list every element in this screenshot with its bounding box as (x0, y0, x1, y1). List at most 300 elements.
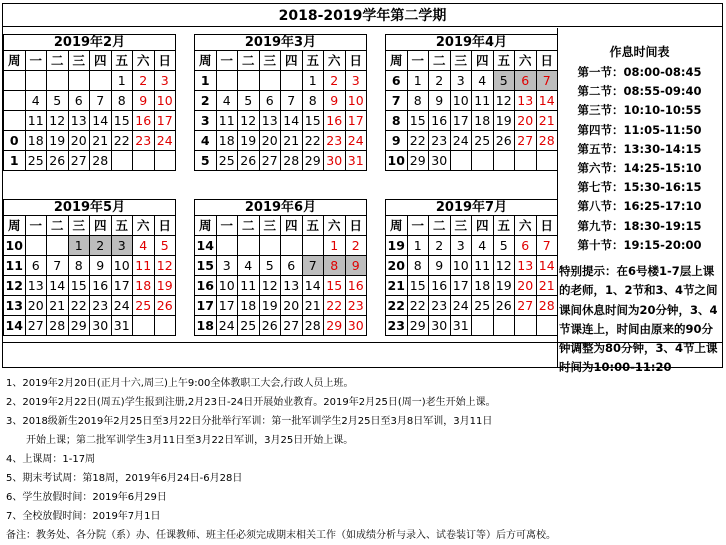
day-cell: 29 (302, 151, 324, 171)
day-cell (259, 236, 281, 256)
week-row (4, 111, 176, 131)
day-cell: 12 (493, 256, 515, 276)
week-number: 14 (4, 316, 26, 336)
week-number: 12 (4, 276, 26, 296)
month-title: 2019年5月 (3, 199, 176, 215)
day-cell: 9 (133, 91, 155, 111)
weekday-header: 日 (345, 216, 367, 236)
day-cell (472, 316, 494, 336)
day-cell: 6 (68, 91, 90, 111)
weekday-header: 四 (472, 51, 494, 71)
day-cell: 21 (281, 131, 303, 151)
day-cell: 11 (133, 256, 155, 276)
weekday-header: 五 (493, 51, 515, 71)
day-cell: 16 (133, 111, 155, 131)
week-row (195, 276, 367, 296)
week-number: 22 (386, 296, 408, 316)
schedule-line: 第一节：08:00-08:45 (577, 65, 702, 79)
weekday-header: 六 (133, 216, 155, 236)
day-cell: 11 (25, 111, 47, 131)
day-cell: 11 (216, 111, 238, 131)
day-cell (536, 151, 558, 171)
weekday-header: 周 (4, 216, 26, 236)
day-cell: 7 (536, 236, 558, 256)
day-cell: 27 (25, 316, 47, 336)
day-cell: 29 (407, 316, 429, 336)
weekday-header: 二 (47, 51, 69, 71)
day-cell: 30 (90, 316, 112, 336)
day-cell (493, 316, 515, 336)
weekday-header: 四 (90, 51, 112, 71)
day-cell: 10 (450, 256, 472, 276)
notice-line: 节课连上，时间由原来的90分 (559, 321, 714, 336)
day-cell: 4 (472, 236, 494, 256)
day-cell: 10 (216, 276, 238, 296)
day-cell: 15 (324, 276, 346, 296)
weekday-header: 一 (25, 216, 47, 236)
day-cell: 8 (111, 91, 133, 111)
week-row (386, 256, 558, 276)
month-calendar-jul (385, 199, 558, 336)
week-row (386, 316, 558, 336)
day-cell: 31 (111, 316, 133, 336)
day-cell: 29 (407, 151, 429, 171)
day-cell: 27 (68, 151, 90, 171)
day-cell: 25 (216, 151, 238, 171)
day-cell: 14 (536, 91, 558, 111)
schedule-line: 第三节：10:10-10:55 (577, 103, 702, 118)
day-cell (472, 151, 494, 171)
day-cell: 27 (515, 131, 537, 151)
weekday-header: 六 (324, 216, 346, 236)
day-cell: 2 (133, 71, 155, 91)
note-item: 6、学生放假时间：2019年6月29日 (6, 492, 167, 503)
day-cell: 14 (281, 111, 303, 131)
weekday-header: 六 (324, 51, 346, 71)
day-cell: 10 (154, 91, 176, 111)
day-cell: 5 (493, 71, 515, 91)
day-cell: 8 (407, 256, 429, 276)
week-row (195, 71, 367, 91)
week-row (4, 296, 176, 316)
day-cell: 22 (68, 296, 90, 316)
day-cell: 20 (25, 296, 47, 316)
week-number: 5 (195, 151, 217, 171)
weekday-header: 二 (238, 216, 260, 236)
day-cell: 9 (90, 256, 112, 276)
day-cell (216, 71, 238, 91)
week-number: 18 (195, 316, 217, 336)
day-cell: 4 (216, 91, 238, 111)
day-cell: 25 (238, 316, 260, 336)
day-cell: 18 (216, 131, 238, 151)
day-cell (133, 316, 155, 336)
week-row (4, 256, 176, 276)
day-cell (281, 236, 303, 256)
day-cell (25, 236, 47, 256)
weekday-header: 四 (281, 216, 303, 236)
note-item: 备注：教务处、各分院（系）办、任课教师、班主任必须完成期末相关工作（如成绩分析与录入、试卷装订等）后方可离校。 (6, 530, 556, 541)
day-cell: 10 (111, 256, 133, 276)
week-number: 15 (195, 256, 217, 276)
day-cell: 16 (345, 276, 367, 296)
day-cell: 13 (515, 256, 537, 276)
weekday-header: 四 (472, 216, 494, 236)
day-cell: 24 (345, 131, 367, 151)
day-cell: 3 (345, 71, 367, 91)
day-cell: 22 (407, 296, 429, 316)
schedule-title: 作息时间表 (609, 45, 670, 59)
day-cell: 1 (111, 71, 133, 91)
week-row (4, 151, 176, 171)
day-cell: 8 (407, 91, 429, 111)
day-cell: 3 (216, 256, 238, 276)
day-cell: 28 (90, 151, 112, 171)
day-cell: 23 (133, 131, 155, 151)
day-cell: 3 (450, 71, 472, 91)
week-row (386, 131, 558, 151)
day-cell: 26 (493, 131, 515, 151)
day-cell: 7 (302, 256, 324, 276)
day-cell: 26 (238, 151, 260, 171)
day-cell: 4 (25, 91, 47, 111)
day-cell: 17 (450, 111, 472, 131)
day-cell (154, 151, 176, 171)
day-cell: 9 (324, 91, 346, 111)
week-number: 17 (195, 296, 217, 316)
day-cell: 31 (345, 151, 367, 171)
week-number: 21 (386, 276, 408, 296)
day-cell: 15 (68, 276, 90, 296)
day-cell: 5 (154, 236, 176, 256)
weekday-header: 日 (345, 51, 367, 71)
week-row (386, 296, 558, 316)
day-cell (515, 316, 537, 336)
day-cell: 22 (407, 131, 429, 151)
schedule-line: 第九节：18:30-19:15 (577, 218, 702, 233)
day-cell: 16 (90, 276, 112, 296)
weekday-header: 一 (25, 51, 47, 71)
day-cell: 25 (25, 151, 47, 171)
weekday-header: 一 (216, 51, 238, 71)
day-cell (47, 236, 69, 256)
week-row (4, 131, 176, 151)
notes-section (6, 374, 721, 545)
day-cell: 21 (90, 131, 112, 151)
day-cell (111, 151, 133, 171)
day-cell: 14 (536, 256, 558, 276)
day-cell: 5 (47, 91, 69, 111)
day-cell: 11 (472, 256, 494, 276)
day-cell: 3 (450, 236, 472, 256)
day-cell: 8 (68, 256, 90, 276)
weekday-header: 日 (536, 216, 558, 236)
day-cell (536, 316, 558, 336)
day-cell: 7 (90, 91, 112, 111)
day-cell: 18 (472, 276, 494, 296)
month-title: 2019年4月 (385, 34, 558, 50)
day-cell: 30 (345, 316, 367, 336)
day-cell: 9 (345, 256, 367, 276)
day-cell: 28 (536, 131, 558, 151)
day-cell: 9 (429, 91, 451, 111)
day-cell: 6 (25, 256, 47, 276)
month-calendar-feb (3, 34, 176, 171)
day-cell: 14 (302, 276, 324, 296)
week-number: 16 (195, 276, 217, 296)
weekday-header: 五 (302, 216, 324, 236)
day-cell: 30 (429, 151, 451, 171)
day-cell: 23 (324, 131, 346, 151)
day-cell: 18 (238, 296, 260, 316)
day-cell: 22 (302, 131, 324, 151)
weekday-header: 一 (407, 51, 429, 71)
day-cell: 14 (90, 111, 112, 131)
week-number: 2 (195, 91, 217, 111)
day-cell: 16 (429, 111, 451, 131)
day-cell: 23 (345, 296, 367, 316)
day-cell: 13 (515, 91, 537, 111)
day-cell: 31 (450, 316, 472, 336)
month-calendar-may (3, 199, 176, 336)
schedule-line: 第二节：08:55-09:40 (577, 84, 702, 99)
notice-line: 的老师，1、2节和3、4节之间 (559, 283, 718, 298)
day-cell: 12 (259, 276, 281, 296)
day-cell (450, 151, 472, 171)
day-cell: 8 (302, 91, 324, 111)
schedule-line: 第七节：15:30-16:15 (577, 180, 702, 195)
week-row (195, 296, 367, 316)
day-cell: 23 (429, 131, 451, 151)
day-cell: 23 (90, 296, 112, 316)
day-cell: 25 (133, 296, 155, 316)
day-cell: 2 (429, 71, 451, 91)
day-cell: 12 (493, 91, 515, 111)
day-cell: 6 (281, 256, 303, 276)
week-number: 7 (386, 91, 408, 111)
special-notice (559, 262, 723, 378)
day-cell: 16 (429, 276, 451, 296)
day-cell: 24 (154, 131, 176, 151)
day-cell: 24 (450, 131, 472, 151)
week-row (4, 91, 176, 111)
week-number (4, 71, 26, 91)
day-cell: 26 (259, 316, 281, 336)
day-cell: 22 (324, 296, 346, 316)
week-row (195, 91, 367, 111)
day-cell: 15 (111, 111, 133, 131)
day-cell (47, 71, 69, 91)
day-cell: 6 (515, 71, 537, 91)
notice-line: 钟调整为80分钟，3、4节上课 (559, 341, 718, 356)
day-cell: 21 (536, 276, 558, 296)
note-item: 7、全校放假时间：2019年7月1日 (6, 511, 161, 522)
month-title: 2019年6月 (194, 199, 367, 215)
month-calendar-mar (194, 34, 367, 171)
day-cell (154, 316, 176, 336)
weekday-header: 一 (407, 216, 429, 236)
day-cell: 20 (515, 111, 537, 131)
day-cell (90, 71, 112, 91)
day-cell: 19 (259, 296, 281, 316)
weekday-header: 周 (386, 216, 408, 236)
week-number (4, 91, 26, 111)
day-cell: 5 (493, 236, 515, 256)
month-calendar-jun (194, 199, 367, 336)
day-cell: 23 (429, 296, 451, 316)
day-cell: 18 (133, 276, 155, 296)
note-item: 2、2019年2月22日(周五)学生报到注册,2月23日-24日开展始业教育。2019年2月25日(周一)老生开始上课。 (6, 397, 496, 408)
weekday-header: 三 (68, 51, 90, 71)
day-cell: 16 (324, 111, 346, 131)
day-cell: 1 (407, 236, 429, 256)
day-cell: 15 (407, 111, 429, 131)
day-cell: 28 (302, 316, 324, 336)
day-cell: 4 (238, 256, 260, 276)
week-number: 19 (386, 236, 408, 256)
day-cell: 7 (47, 256, 69, 276)
day-cell: 30 (324, 151, 346, 171)
day-cell: 15 (302, 111, 324, 131)
schedule-line: 第六节：14:25-15:10 (577, 161, 702, 176)
day-cell: 25 (472, 131, 494, 151)
day-cell: 24 (450, 296, 472, 316)
week-row (386, 276, 558, 296)
day-cell: 17 (450, 276, 472, 296)
day-cell: 8 (324, 256, 346, 276)
week-number: 13 (4, 296, 26, 316)
day-cell: 5 (238, 91, 260, 111)
day-cell (515, 151, 537, 171)
day-cell: 4 (472, 71, 494, 91)
day-cell: 22 (111, 131, 133, 151)
day-cell: 15 (407, 276, 429, 296)
day-cell: 20 (281, 296, 303, 316)
weekday-header: 五 (111, 51, 133, 71)
day-cell: 19 (493, 111, 515, 131)
week-row (386, 71, 558, 91)
day-cell: 11 (238, 276, 260, 296)
weekday-header: 三 (259, 216, 281, 236)
week-row (195, 131, 367, 151)
note-item: 1、2019年2月20日(正月十六,周三)上午9:00全体教职工大会,行政人员上班。 (6, 378, 354, 389)
day-cell: 18 (25, 131, 47, 151)
notice-line: 特别提示：在6号楼1-7层上课 (559, 264, 715, 278)
week-number: 10 (386, 151, 408, 171)
day-cell (281, 71, 303, 91)
day-cell (259, 71, 281, 91)
day-cell: 7 (536, 71, 558, 91)
month-table (194, 215, 367, 336)
day-cell: 12 (154, 256, 176, 276)
day-cell (238, 236, 260, 256)
day-cell: 19 (238, 131, 260, 151)
note-item: 开始上课；第二批军训学生3月11日至3月22日军训，3月25日开始上课。 (26, 435, 354, 446)
day-cell: 2 (429, 236, 451, 256)
weekday-header: 四 (281, 51, 303, 71)
schedule-line: 第十节：19:15-20:00 (577, 237, 702, 252)
day-cell: 1 (302, 71, 324, 91)
week-number (4, 111, 26, 131)
day-cell: 4 (133, 236, 155, 256)
day-cell (216, 236, 238, 256)
day-cell: 27 (281, 316, 303, 336)
week-row (4, 276, 176, 296)
week-number: 1 (4, 151, 26, 171)
notice-line: 时间为10:00-11:20 (559, 360, 672, 375)
day-cell: 20 (68, 131, 90, 151)
weekday-header: 三 (259, 51, 281, 71)
day-cell (68, 71, 90, 91)
week-row (195, 151, 367, 171)
week-number: 23 (386, 316, 408, 336)
day-cell: 1 (324, 236, 346, 256)
month-calendar-apr (385, 34, 558, 171)
day-cell: 27 (515, 296, 537, 316)
schedule-line: 第五节：13:30-14:15 (577, 141, 702, 156)
week-number: 14 (195, 236, 217, 256)
month-title: 2019年7月 (385, 199, 558, 215)
weekday-header: 二 (429, 51, 451, 71)
weekday-header: 周 (4, 51, 26, 71)
week-row (195, 256, 367, 276)
day-cell: 17 (345, 111, 367, 131)
day-cell: 30 (429, 316, 451, 336)
day-cell: 7 (281, 91, 303, 111)
day-cell: 18 (472, 111, 494, 131)
week-row (4, 316, 176, 336)
day-cell: 20 (515, 276, 537, 296)
page-title: 2018-2019学年第二学期 (2, 5, 723, 27)
weekday-header: 三 (68, 216, 90, 236)
day-cell: 28 (47, 316, 69, 336)
day-cell: 5 (259, 256, 281, 276)
day-cell: 3 (154, 71, 176, 91)
day-cell: 19 (47, 131, 69, 151)
week-row (195, 316, 367, 336)
week-row (4, 236, 176, 256)
day-cell: 27 (259, 151, 281, 171)
week-row (4, 71, 176, 91)
day-cell: 10 (345, 91, 367, 111)
day-cell: 3 (111, 236, 133, 256)
weekday-header: 日 (154, 51, 176, 71)
weekday-header: 周 (386, 51, 408, 71)
day-cell: 19 (493, 276, 515, 296)
day-cell (25, 71, 47, 91)
week-number: 1 (195, 71, 217, 91)
week-number: 11 (4, 256, 26, 276)
weekday-header: 四 (90, 216, 112, 236)
notice-line: 课间休息时间为20分钟，3、4 (559, 302, 718, 317)
week-number: 0 (4, 131, 26, 151)
day-cell: 21 (47, 296, 69, 316)
weekday-header: 一 (216, 216, 238, 236)
week-number: 8 (386, 111, 408, 131)
weekday-header: 周 (195, 216, 217, 236)
week-row (386, 91, 558, 111)
day-cell: 6 (259, 91, 281, 111)
weekday-header: 二 (47, 216, 69, 236)
day-cell: 26 (493, 296, 515, 316)
weekday-header: 六 (133, 51, 155, 71)
week-number: 10 (4, 236, 26, 256)
week-number: 6 (386, 71, 408, 91)
day-cell (302, 236, 324, 256)
day-cell: 12 (238, 111, 260, 131)
day-cell: 12 (47, 111, 69, 131)
month-table (385, 50, 558, 171)
